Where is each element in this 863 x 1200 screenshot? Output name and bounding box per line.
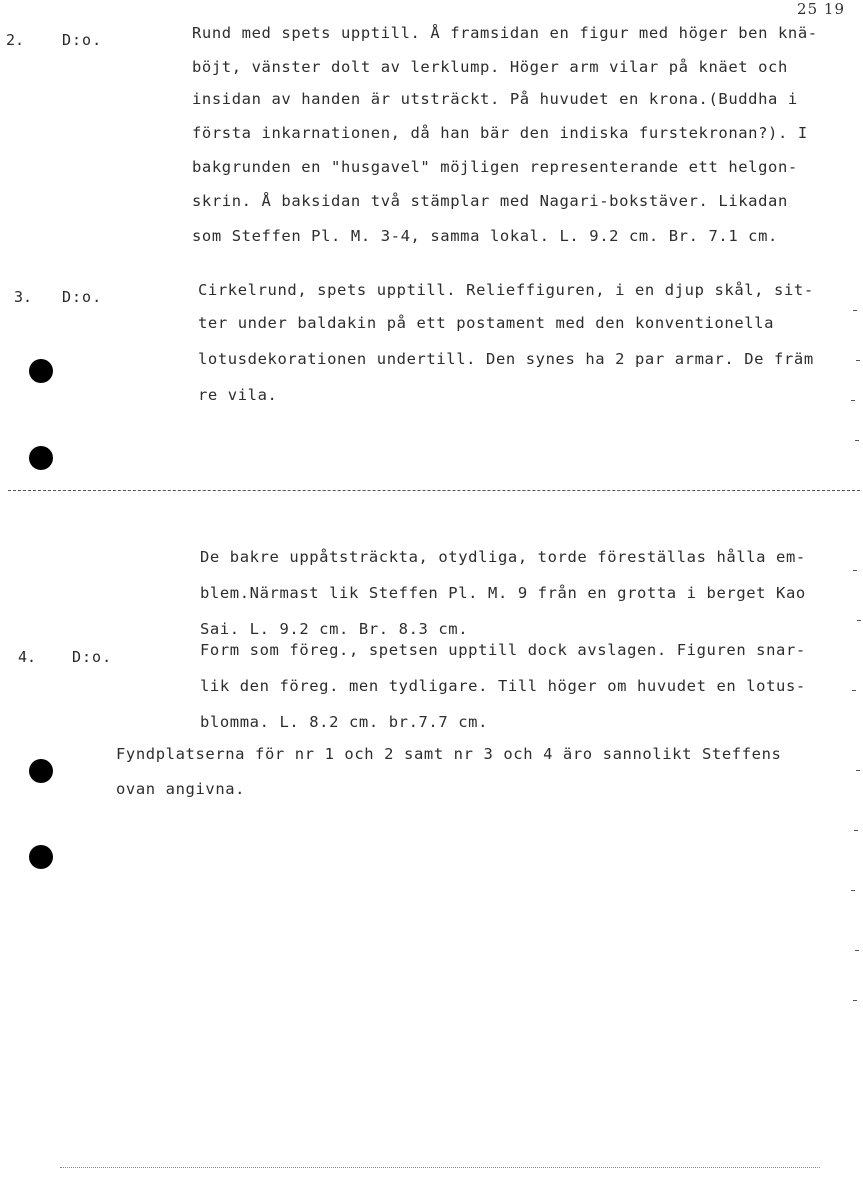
page-stamp: 25 19	[797, 0, 845, 18]
bottom-scan-rule	[60, 1167, 820, 1168]
entry-line: Cirkelrund, spets upptill. Relieffiguren, i en djup skål, sit-	[198, 281, 814, 299]
entry-line: re vila.	[198, 386, 278, 404]
entry-line: lik den föreg. men tydligare. Till höger om huvudet en lotus-	[200, 677, 806, 695]
page-break-divider	[8, 490, 860, 491]
scan-edge-specks	[833, 270, 863, 1030]
entry-line: insidan av handen är utsträckt. På huvudet en krona.(Buddha i	[192, 90, 798, 108]
punch-hole	[29, 845, 53, 869]
punch-hole	[29, 446, 53, 470]
entry-line: Rund med spets upptill. Å framsidan en figur med höger ben knä-	[192, 24, 818, 42]
punch-hole	[29, 759, 53, 783]
entry-number: 4.	[18, 648, 37, 666]
entry-line: blem.Närmast lik Steffen Pl. M. 9 från en grotta i berget Kao	[200, 584, 806, 602]
entry-line: Sai. L. 9.2 cm. Br. 8.3 cm.	[200, 620, 469, 638]
entry-ref: D:o.	[62, 288, 103, 306]
entry-ref: D:o.	[62, 31, 103, 49]
entry-number: 3.	[14, 288, 33, 306]
entry-number: 2.	[6, 31, 25, 49]
footer-note-line: Fyndplatserna för nr 1 och 2 samt nr 3 och 4 äro sannolikt Steffens	[116, 745, 782, 763]
entry-line: första inkarnationen, då han bär den indiska furstekronan?). I	[192, 124, 808, 142]
entry-line: som Steffen Pl. M. 3-4, samma lokal. L. 9.2 cm. Br. 7.1 cm.	[192, 227, 778, 245]
entry-ref: D:o.	[72, 648, 113, 666]
entry-line: böjt, vänster dolt av lerklump. Höger arm vilar på knäet och	[192, 58, 788, 76]
footer-note-line: ovan angivna.	[116, 780, 246, 798]
entry-line: lotusdekorationen undertill. Den synes ha 2 par armar. De främ	[198, 350, 814, 368]
entry-line: ter under baldakin på ett postament med den konventionella	[198, 314, 775, 332]
punch-hole	[29, 359, 53, 383]
entry-line: De bakre uppåtsträckta, otydliga, torde föreställas hålla em-	[200, 548, 806, 566]
entry-line: bakgrunden en "husgavel" möjligen representerande ett helgon-	[192, 158, 798, 176]
entry-line: blomma. L. 8.2 cm. br.7.7 cm.	[200, 713, 489, 731]
entry-line: skrin. Å baksidan två stämplar med Nagari-bokstäver. Likadan	[192, 192, 788, 210]
entry-line: Form som föreg., spetsen upptill dock avslagen. Figuren snar-	[200, 641, 806, 659]
